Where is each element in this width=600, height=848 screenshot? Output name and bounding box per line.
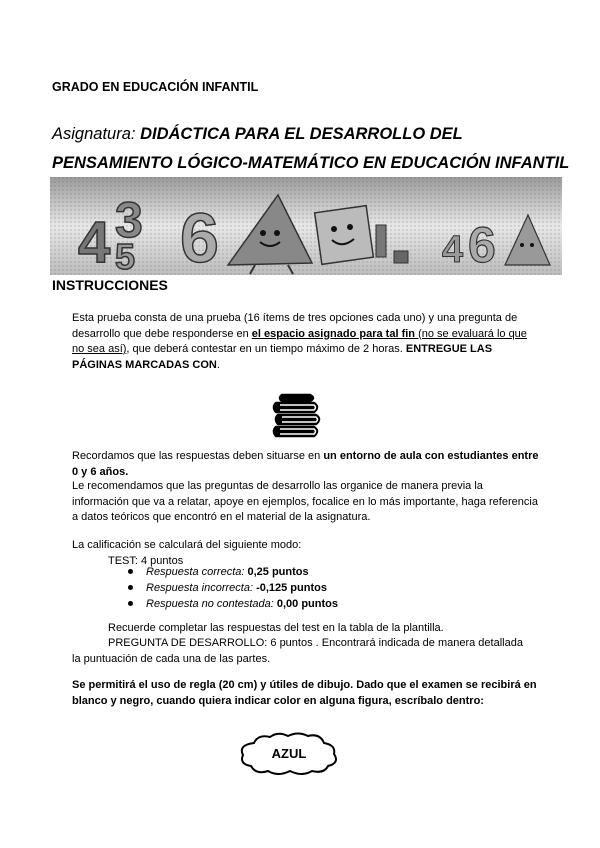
subject-prefix: Asignatura: (52, 125, 136, 143)
text-span: . (216, 358, 220, 371)
banner-number: 3 (115, 192, 143, 248)
banner-number: 4 (442, 229, 464, 271)
subject-name: DIDÁCTICA PARA EL DESARROLLO DEL PENSAMIENTO LÓGICO-MATEMÁTICO EN EDUCACIÓN INFANTIL (52, 125, 570, 172)
banner-number: 4 (78, 210, 111, 275)
essay-points-continued: la puntuación de cada una de las partes. (72, 653, 271, 665)
instructions-paragraph-1 (72, 311, 532, 373)
essay-points: PREGUNTA DE DESARROLLO: 6 puntos . Encontrará indicada de manera detallada (108, 637, 523, 649)
bullet-label: Respuesta incorrecta: (146, 582, 253, 594)
tools-allowed-note: Se permitirá el uso de regla (20 cm) y útiles de dibujo. Dado que el examen se recibirá en blanco y negro, cuando quiera indicar color en alguna figura, escríbalo dentro: (72, 679, 537, 707)
bullet-label: Respuesta no contestada: (146, 598, 274, 610)
bullet-dot-icon (128, 569, 133, 574)
bullet-value: 0,00 puntos (276, 598, 338, 610)
bullet-unanswered (128, 598, 338, 610)
banner-number: 5 (115, 236, 136, 275)
degree-title: GRADO EN EDUCACIÓN INFANTIL (52, 80, 259, 94)
classroom-context-text: un entorno de aula con estudiantes entre 0 y 6 años. (72, 450, 539, 478)
bullet-incorrect (128, 582, 327, 594)
text-span: , que deberá contestar en un tiempo máximo de 2 horas. (126, 343, 406, 355)
test-points: TEST: 4 puntos (108, 555, 184, 567)
bullet-value: 0,25 puntos (247, 566, 309, 578)
cloud-color-label: AZUL (271, 745, 307, 761)
not-evaluated-text: (no se evaluará lo que no sea así) (72, 327, 527, 355)
instructions-heading: INSTRUCCIONES (52, 277, 168, 293)
bullet-dot-icon (128, 585, 133, 590)
assigned-space-text: el espacio asignado para tal fin (251, 327, 416, 340)
bullet-dot-icon (128, 601, 133, 606)
instructions-paragraph-3: Le recomendamos que las preguntas de desarrollo las organice de manera previa la información que va a relatar, apoye en ejemplos, focalice en lo más importante, haga referencia a datos teóricos que encontró en el material de la asignatura. (72, 480, 538, 523)
text-span: Esta prueba consta de una prueba (16 ítems de tres opciones cada uno) y una pregunta de desarrollo que debe responderse en (72, 312, 518, 340)
bullet-value: -0,125 puntos (256, 582, 327, 594)
math-banner-image (50, 177, 562, 275)
bullet-label: Respuesta correcta: (146, 566, 245, 578)
grading-intro: La calificación se calculará del siguiente modo: (72, 539, 302, 551)
complete-answers-note: Recuerde completar las respuestas del test en la tabla de la plantilla. (108, 622, 444, 634)
text-span: Recordamos que las respuestas deben situarse en (72, 450, 324, 462)
instructions-paragraph-2 (72, 449, 542, 480)
bullet-correct (128, 566, 309, 578)
banner-number: 6 (468, 217, 496, 273)
deliver-pages-text: ENTREGUE LAS PÁGINAS MARCADAS CON (72, 343, 493, 371)
subject-title (52, 120, 572, 178)
books-icon (270, 393, 324, 439)
banner-number: 6 (180, 199, 219, 275)
